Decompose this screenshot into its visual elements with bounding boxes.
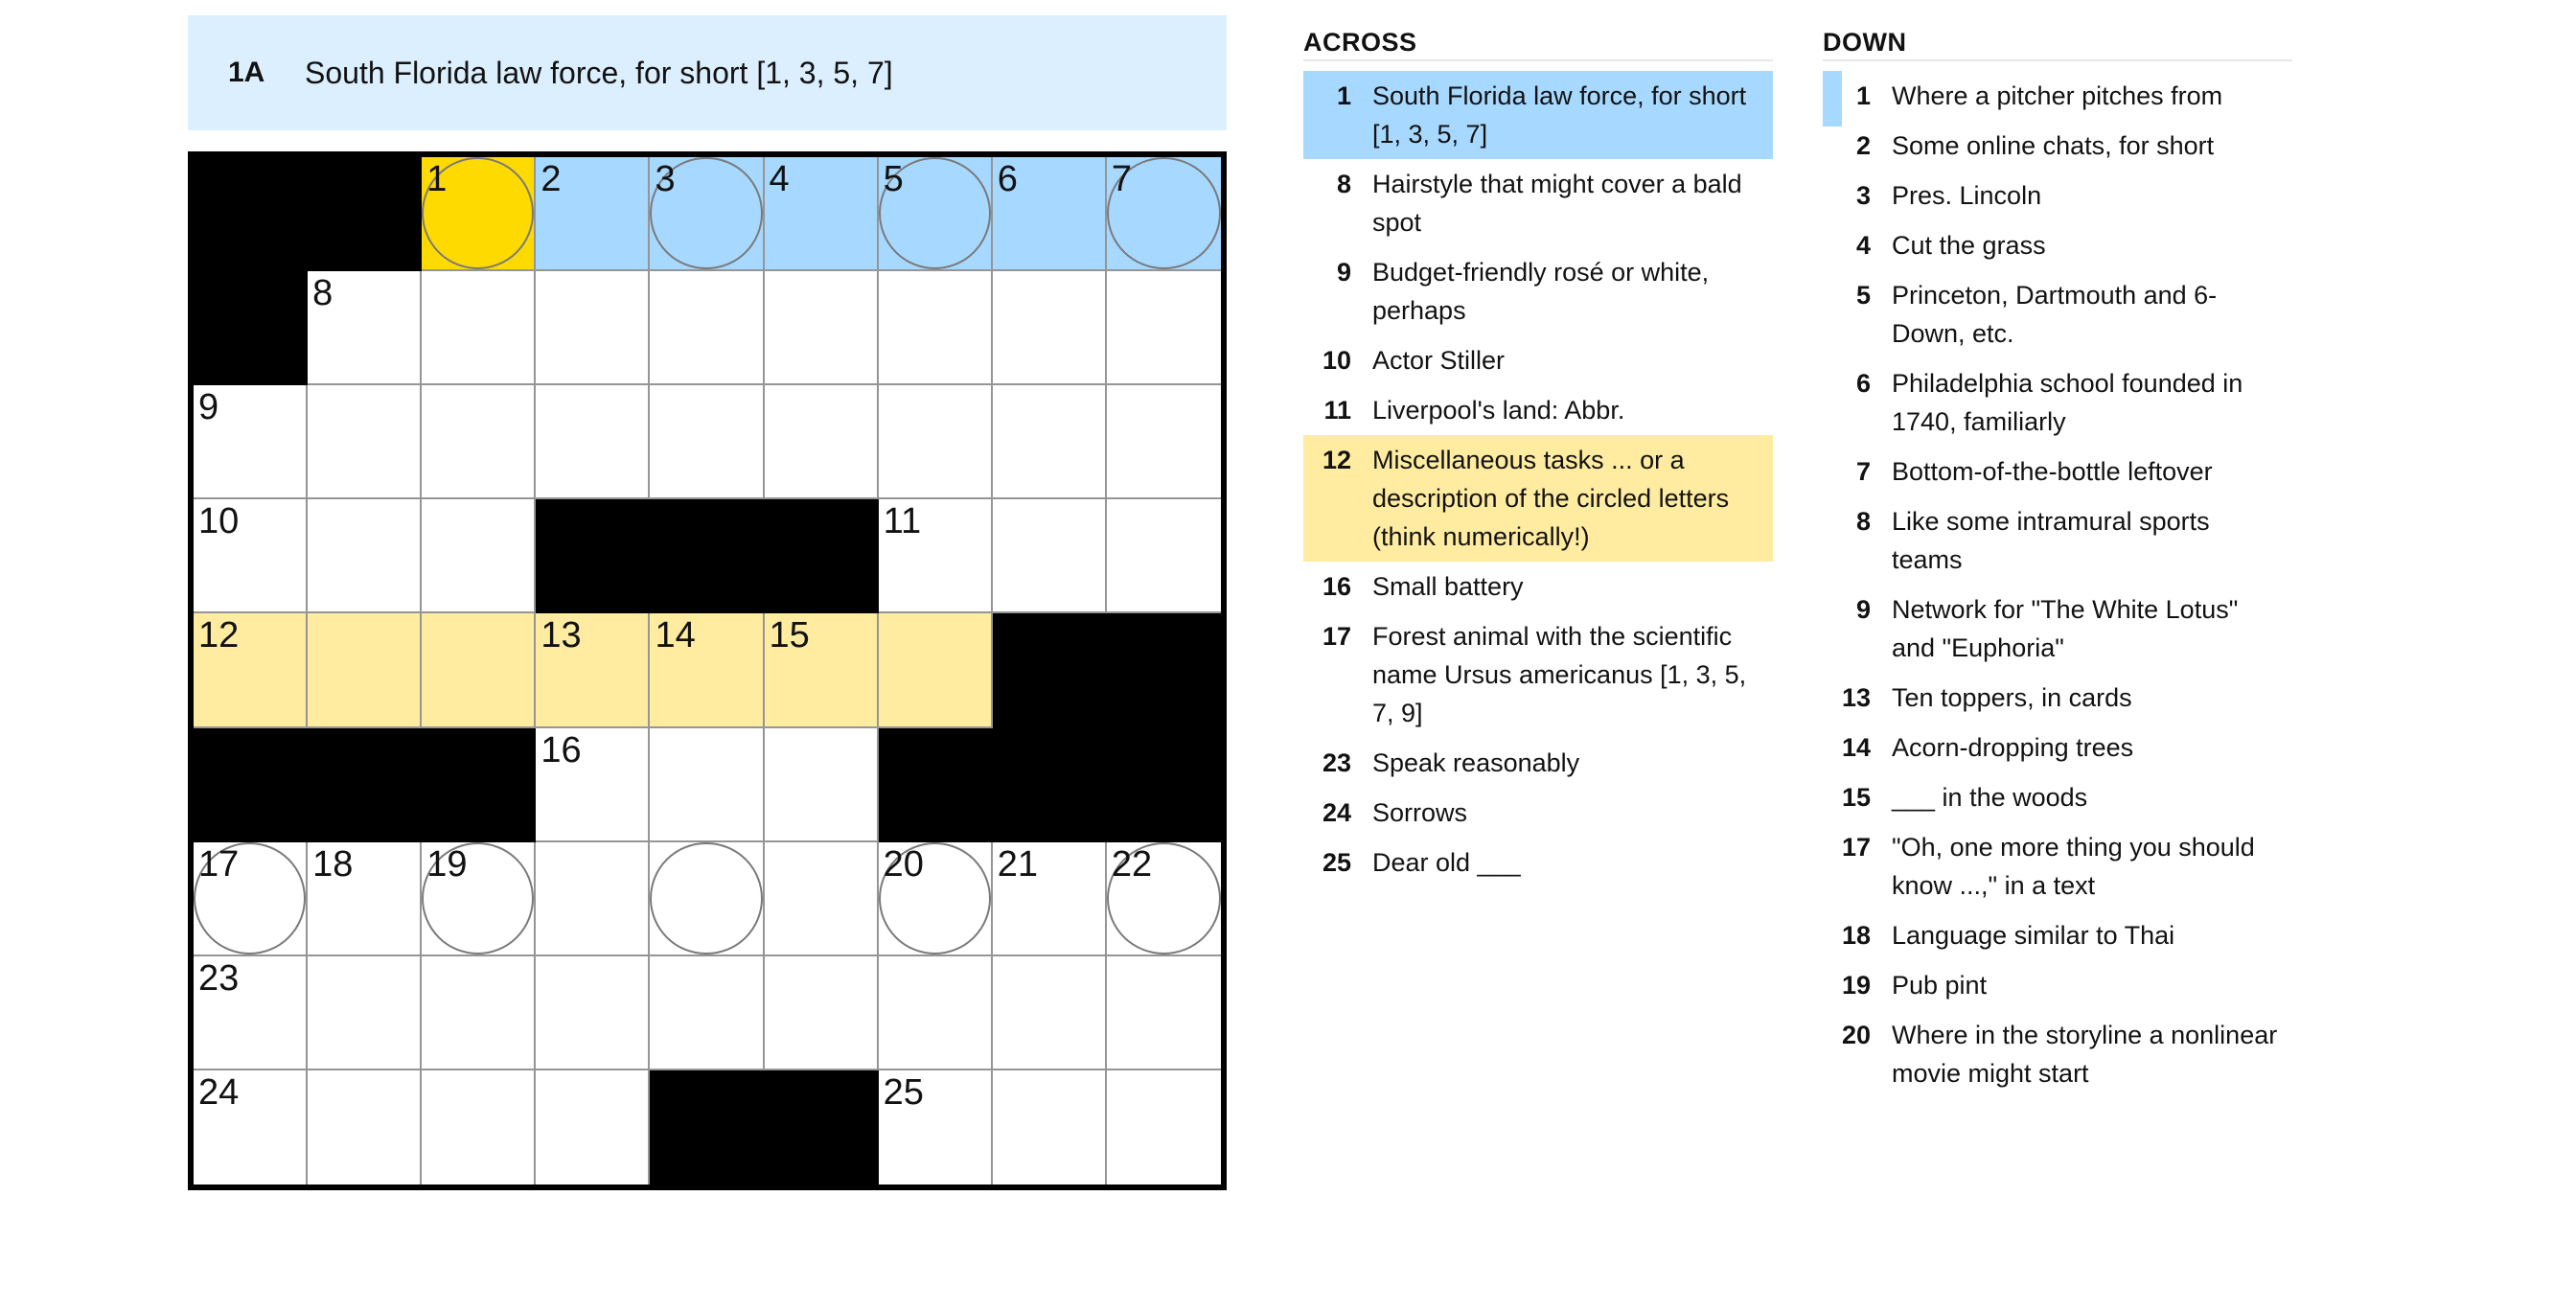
clue-number: 14 [1841, 733, 1871, 762]
grid-cell[interactable] [1107, 385, 1221, 499]
clue-across-9[interactable] [1303, 247, 1773, 335]
grid-cell[interactable] [422, 385, 536, 499]
clue-number: 3 [1855, 181, 1871, 210]
clue-down-6[interactable] [1823, 358, 2292, 447]
clue-down-7[interactable] [1823, 447, 2292, 496]
grid-cell[interactable] [308, 271, 422, 385]
clue-down-20[interactable] [1823, 1010, 2292, 1098]
grid-block [194, 157, 308, 271]
clue-number: 11 [1323, 396, 1351, 425]
clue-text: Budget-friendly rosé or white, perhaps [1372, 258, 1710, 325]
clue-text: Language similar to Thai [1892, 921, 2175, 950]
clue-number: 5 [1855, 281, 1871, 310]
clue-text: Network for "The White Lotus" and "Euphoria" [1892, 595, 2239, 662]
clue-down-13[interactable] [1823, 673, 2292, 723]
clue-number: 15 [1841, 783, 1871, 812]
clue-across-10[interactable] [1303, 335, 1773, 385]
grid-cell[interactable] [765, 842, 879, 956]
cell-number: 20 [883, 843, 924, 885]
grid-cell[interactable] [650, 956, 764, 1070]
clue-across-23[interactable] [1303, 738, 1773, 788]
grid-block [765, 499, 879, 613]
clue-number: 10 [1322, 346, 1351, 375]
cell-number: 1 [426, 159, 448, 199]
cell-number: 10 [198, 501, 240, 542]
grid-cell[interactable] [1107, 1070, 1221, 1184]
grid-cell[interactable] [536, 1070, 650, 1184]
cell-circle [650, 842, 762, 954]
grid-cell[interactable] [650, 157, 764, 271]
clue-text: Pub pint [1892, 971, 1988, 1000]
clue-text: Philadelphia school founded in 1740, familiarly [1892, 369, 2243, 436]
grid-cell[interactable] [650, 613, 764, 727]
grid-cell[interactable] [194, 956, 308, 1070]
clue-number: 8 [1855, 507, 1871, 536]
grid-cell[interactable] [194, 499, 308, 613]
cell-number: 23 [198, 957, 240, 999]
grid-cell[interactable] [536, 956, 650, 1070]
current-clue-bar [188, 15, 1227, 130]
clue-number: 23 [1322, 748, 1351, 777]
cell-number: 4 [769, 159, 790, 199]
clue-number: 9 [1855, 595, 1871, 624]
grid-cell[interactable] [879, 385, 993, 499]
grid-cell[interactable] [879, 1070, 993, 1184]
grid-cell[interactable] [879, 956, 993, 1070]
clue-text: South Florida law force, for short [1, 3, 5, 7] [1372, 81, 1747, 149]
cell-number: 12 [198, 615, 240, 656]
grid-cell[interactable] [765, 157, 879, 271]
clue-text: Hairstyle that might cover a bald spot [1372, 170, 1742, 237]
grid-cell[interactable] [993, 499, 1107, 613]
grid-cell[interactable] [765, 385, 879, 499]
clue-number: 17 [1841, 833, 1871, 862]
clue-across-25[interactable] [1303, 838, 1773, 887]
grid-cell[interactable] [422, 842, 536, 956]
grid-block [194, 271, 308, 385]
clue-number: 19 [1841, 971, 1871, 1000]
grid-cell[interactable] [993, 842, 1107, 956]
cell-number: 19 [426, 843, 468, 885]
clue-down-3[interactable] [1823, 171, 2292, 220]
grid-cell[interactable] [650, 728, 764, 842]
clue-text: Like some intramural sports teams [1892, 507, 2210, 574]
grid-cell[interactable] [765, 956, 879, 1070]
grid-cell[interactable] [1107, 956, 1221, 1070]
cell-number: 21 [997, 843, 1039, 885]
clue-text: Forest animal with the scientific name Ursus americanus [1, 3, 5, 7, 9] [1372, 622, 1747, 727]
grid-cell[interactable] [422, 956, 536, 1070]
clue-down-15[interactable] [1823, 772, 2292, 822]
crossword-grid [188, 151, 1227, 1190]
grid-block [308, 728, 422, 842]
grid-cell[interactable] [308, 956, 422, 1070]
across-heading: ACROSS [1303, 25, 1773, 61]
clue-text: Some online chats, for short [1892, 131, 2215, 160]
grid-cell[interactable] [194, 613, 308, 727]
clue-text: Miscellaneous tasks ... or a description of the circled letters (think numerically!) [1372, 446, 1730, 551]
grid-cell[interactable] [650, 271, 764, 385]
clue-across-1[interactable] [1303, 71, 1773, 159]
grid-cell[interactable] [422, 613, 536, 727]
grid-cell[interactable] [993, 385, 1107, 499]
clue-text: Where in the storyline a nonlinear movie might start [1892, 1021, 2278, 1088]
clue-across-11[interactable] [1303, 385, 1773, 435]
clue-down-14[interactable] [1823, 723, 2292, 772]
grid-block [765, 1070, 879, 1184]
grid-cell[interactable] [194, 1070, 308, 1184]
grid-block [422, 728, 536, 842]
clue-text: Where a pitcher pitches from [1892, 81, 2223, 110]
grid-cell[interactable] [308, 1070, 422, 1184]
grid-cell[interactable] [308, 385, 422, 499]
cell-number: 7 [1111, 159, 1133, 199]
grid-cell[interactable] [308, 613, 422, 727]
grid-cell[interactable] [536, 842, 650, 956]
grid-block [879, 728, 993, 842]
grid-cell[interactable] [1107, 842, 1221, 956]
grid-block [650, 1070, 764, 1184]
clue-number: 2 [1855, 131, 1871, 160]
clue-down-8[interactable] [1823, 496, 2292, 585]
clue-number: 6 [1855, 369, 1871, 398]
grid-cell[interactable] [993, 956, 1107, 1070]
cell-number: 15 [769, 615, 810, 656]
clue-text: Ten toppers, in cards [1892, 683, 2132, 712]
clue-text: Bottom-of-the-bottle leftover [1892, 457, 2213, 486]
clue-number: 24 [1322, 798, 1351, 827]
cell-number: 16 [540, 729, 582, 770]
clue-text: Speak reasonably [1372, 748, 1580, 777]
down-clue-list [1823, 25, 2292, 1098]
cell-number: 24 [198, 1071, 240, 1113]
cell-number: 17 [198, 843, 240, 885]
grid-cell[interactable] [993, 157, 1107, 271]
cell-number: 8 [312, 273, 334, 314]
clue-across-24[interactable] [1303, 788, 1773, 838]
clue-across-16[interactable] [1303, 562, 1773, 611]
grid-cell[interactable] [422, 271, 536, 385]
clue-down-5[interactable] [1823, 270, 2292, 358]
clue-number: 1 [1855, 81, 1871, 110]
clue-number: 9 [1336, 258, 1351, 287]
clue-down-18[interactable] [1823, 910, 2292, 960]
clue-text: Small battery [1372, 572, 1524, 601]
clue-across-8[interactable] [1303, 159, 1773, 247]
cell-number: 3 [655, 159, 676, 199]
grid-cell[interactable] [765, 271, 879, 385]
grid-cell[interactable] [536, 385, 650, 499]
grid-block [536, 499, 650, 613]
clue-number: 1 [1336, 81, 1351, 110]
clue-down-17[interactable] [1823, 822, 2292, 910]
clue-number: 13 [1841, 683, 1871, 712]
grid-cell[interactable] [422, 499, 536, 613]
grid-cell[interactable] [993, 271, 1107, 385]
grid-cell[interactable] [422, 1070, 536, 1184]
clue-down-2[interactable] [1823, 121, 2292, 171]
clue-text: "Oh, one more thing you should know ...," in a text [1892, 833, 2255, 900]
grid-block [194, 728, 308, 842]
grid-block [993, 613, 1107, 727]
grid-cell[interactable] [536, 613, 650, 727]
cell-number: 14 [655, 615, 696, 656]
clue-across-17[interactable] [1303, 611, 1773, 738]
clue-number: 12 [1322, 446, 1351, 474]
grid-cell[interactable] [308, 842, 422, 956]
clue-text: Sorrows [1372, 798, 1468, 827]
grid-cell[interactable] [1107, 157, 1221, 271]
clue-text: Acorn-dropping trees [1892, 733, 2134, 762]
clue-number: 18 [1841, 921, 1871, 950]
cell-number: 13 [540, 615, 582, 656]
grid-block [308, 157, 422, 271]
grid-cell[interactable] [765, 728, 879, 842]
cell-number: 9 [198, 387, 219, 428]
grid-block [1107, 728, 1221, 842]
cell-number: 22 [1111, 843, 1153, 885]
clue-number: 7 [1855, 457, 1871, 486]
cell-number: 2 [540, 159, 562, 199]
down-heading: DOWN [1823, 25, 2292, 61]
grid-cell[interactable] [993, 1070, 1107, 1184]
clue-across-12[interactable] [1303, 435, 1773, 562]
clue-number: 20 [1841, 1021, 1871, 1049]
clue-number: 4 [1855, 231, 1871, 260]
grid-cell[interactable] [536, 157, 650, 271]
cell-number: 11 [883, 501, 922, 542]
grid-cell[interactable] [650, 385, 764, 499]
clue-down-9[interactable] [1823, 585, 2292, 673]
grid-cell[interactable] [879, 271, 993, 385]
clue-down-19[interactable] [1823, 960, 2292, 1010]
cell-number: 6 [997, 159, 1018, 199]
across-clue-list [1303, 25, 1773, 887]
grid-cell[interactable] [194, 842, 308, 956]
clue-down-4[interactable] [1823, 220, 2292, 270]
cell-number: 18 [312, 843, 354, 885]
current-clue-text: South Florida law force, for short [1, 3, 5, 7] [305, 55, 893, 90]
clue-text: Actor Stiller [1372, 346, 1506, 375]
clue-number: 17 [1322, 622, 1351, 651]
clue-text: ___ in the woods [1892, 783, 2088, 812]
clue-text: Dear old ___ [1372, 848, 1521, 877]
grid-cell[interactable] [308, 499, 422, 613]
clue-number: 16 [1322, 572, 1351, 601]
current-clue-label: 1A [228, 57, 265, 88]
grid-block [1107, 613, 1221, 727]
clue-text: Pres. Lincoln [1892, 181, 2042, 210]
grid-cell[interactable] [422, 157, 536, 271]
clue-number: 25 [1322, 848, 1351, 877]
cell-number: 5 [883, 159, 904, 199]
grid-cell[interactable] [650, 842, 764, 956]
grid-cell[interactable] [1107, 499, 1221, 613]
grid-cell[interactable] [879, 499, 993, 613]
clue-text: Cut the grass [1892, 231, 2046, 260]
grid-cell[interactable] [879, 613, 993, 727]
grid-cell[interactable] [194, 385, 308, 499]
cell-number: 25 [883, 1071, 924, 1113]
clue-text: Liverpool's land: Abbr. [1372, 396, 1625, 425]
grid-block [993, 728, 1107, 842]
clue-number: 8 [1336, 170, 1351, 198]
clue-down-1[interactable] [1823, 71, 2292, 121]
grid-cell[interactable] [879, 157, 993, 271]
grid-cell[interactable] [879, 842, 993, 956]
grid-cell[interactable] [536, 271, 650, 385]
grid-cell[interactable] [1107, 271, 1221, 385]
grid-cell[interactable] [765, 613, 879, 727]
clue-text: Princeton, Dartmouth and 6-Down, etc. [1892, 281, 2218, 348]
grid-block [650, 499, 764, 613]
grid-cell[interactable] [536, 728, 650, 842]
